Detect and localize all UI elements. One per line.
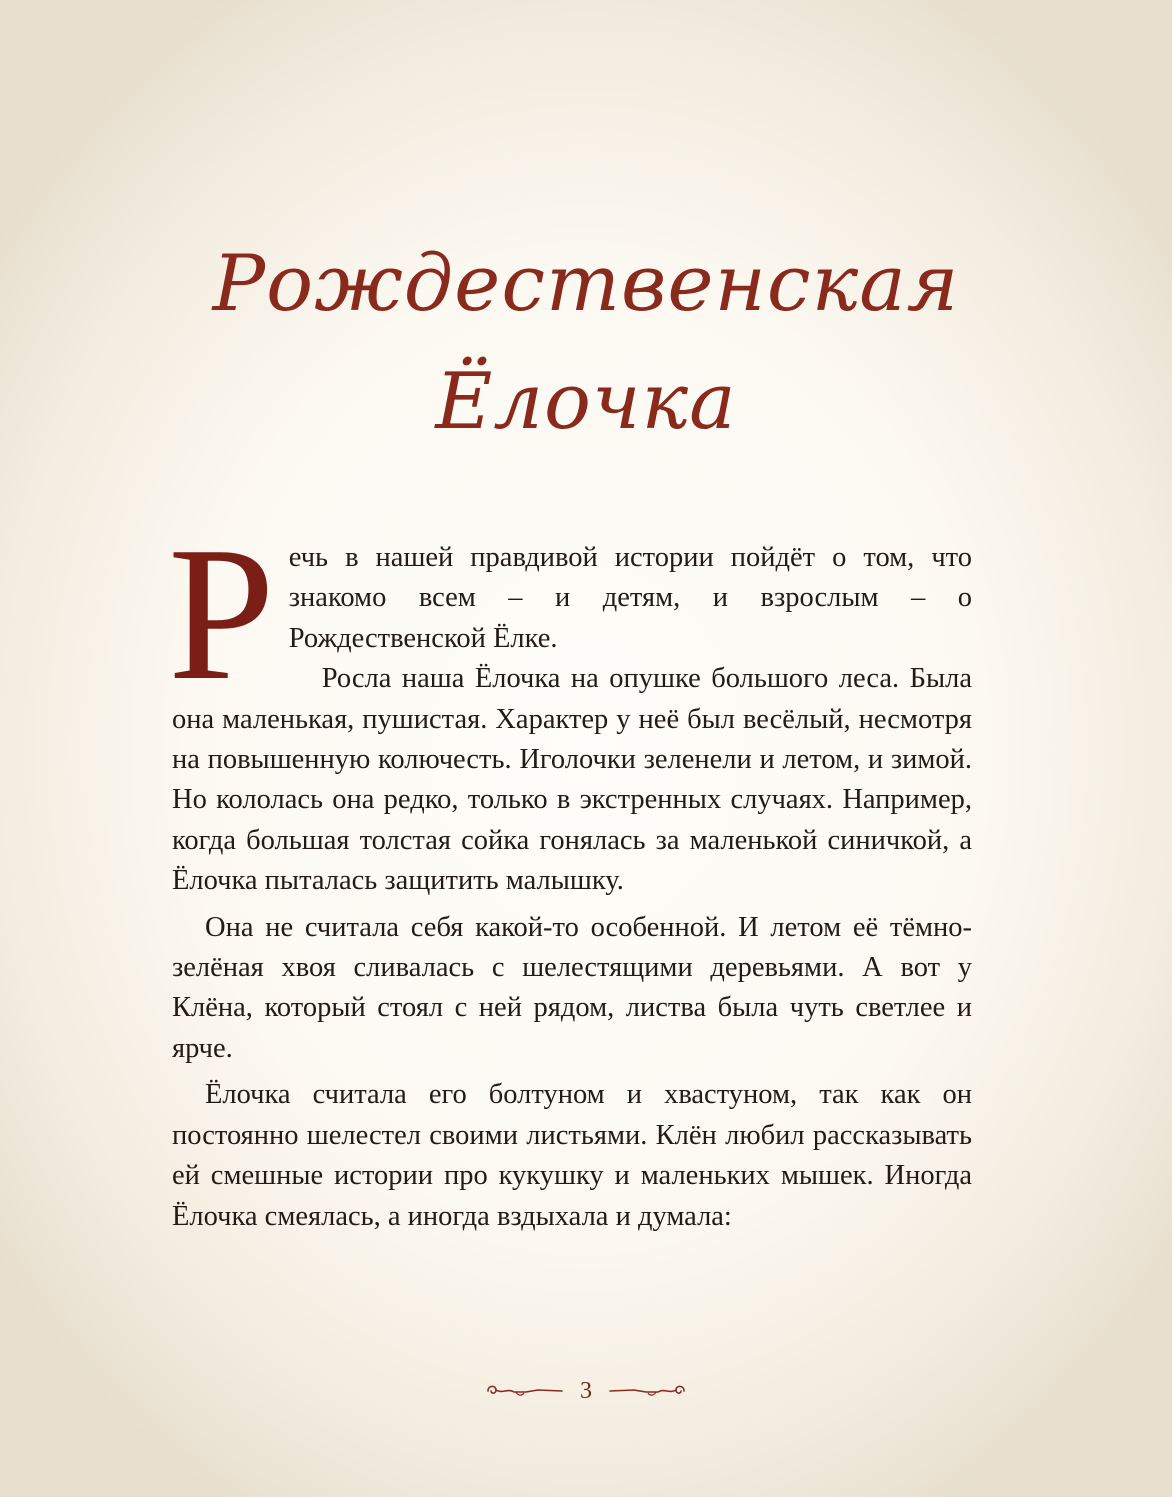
paragraph-2: Росла наша Ёлочка на опушке большого леса. Была она маленькая, пушистая. Характер у неё был весёлый, несмотря на повышенную колючесть. Иголочки зеленели и летом, и зимой. Но кололась она редко, только в экстренных случаях. Например, когда большая толстая сойка гонялась за маленькой синичкой, а Ёлочка пыталась защитить малышку. (172, 663, 972, 897)
drop-cap-letter: Р (168, 507, 275, 720)
story-text (168, 507, 972, 1237)
right-flourish-icon (606, 1381, 690, 1401)
page-number: 3 (580, 1377, 592, 1404)
left-flourish-icon (482, 1381, 566, 1401)
paragraph-4: Ёлочка считала его болтуном и хвастуном, так как он постоянно шелестел своими листьями. Клён любил рассказывать ей смешные истории про кукушку и маленьких мышек. Иногда Ёлочка смеялась, а иногда вздыхала и думала: (172, 1079, 972, 1232)
chapter-title-line-1: Рождественская (212, 239, 960, 329)
paragraph-3: Она не считала себя какой-то особенной. И летом её тёмно-зелёная хвоя сливалась с шелестящими деревьями. А вот у Клёна, который стоял с ней рядом, листва была чуть светлее и ярче. (172, 911, 972, 1064)
paragraph-1 (168, 507, 972, 720)
chapter-title-line-2: Ёлочка (435, 357, 737, 447)
page-footer (0, 1375, 1172, 1407)
chapter-title (0, 225, 1172, 461)
paragraph-1-text: ечь в нашей правдивой истории пойдёт о том, что знакомо всем – и детям, и взрослым – о Рождественской Ёлке. (288, 542, 972, 654)
